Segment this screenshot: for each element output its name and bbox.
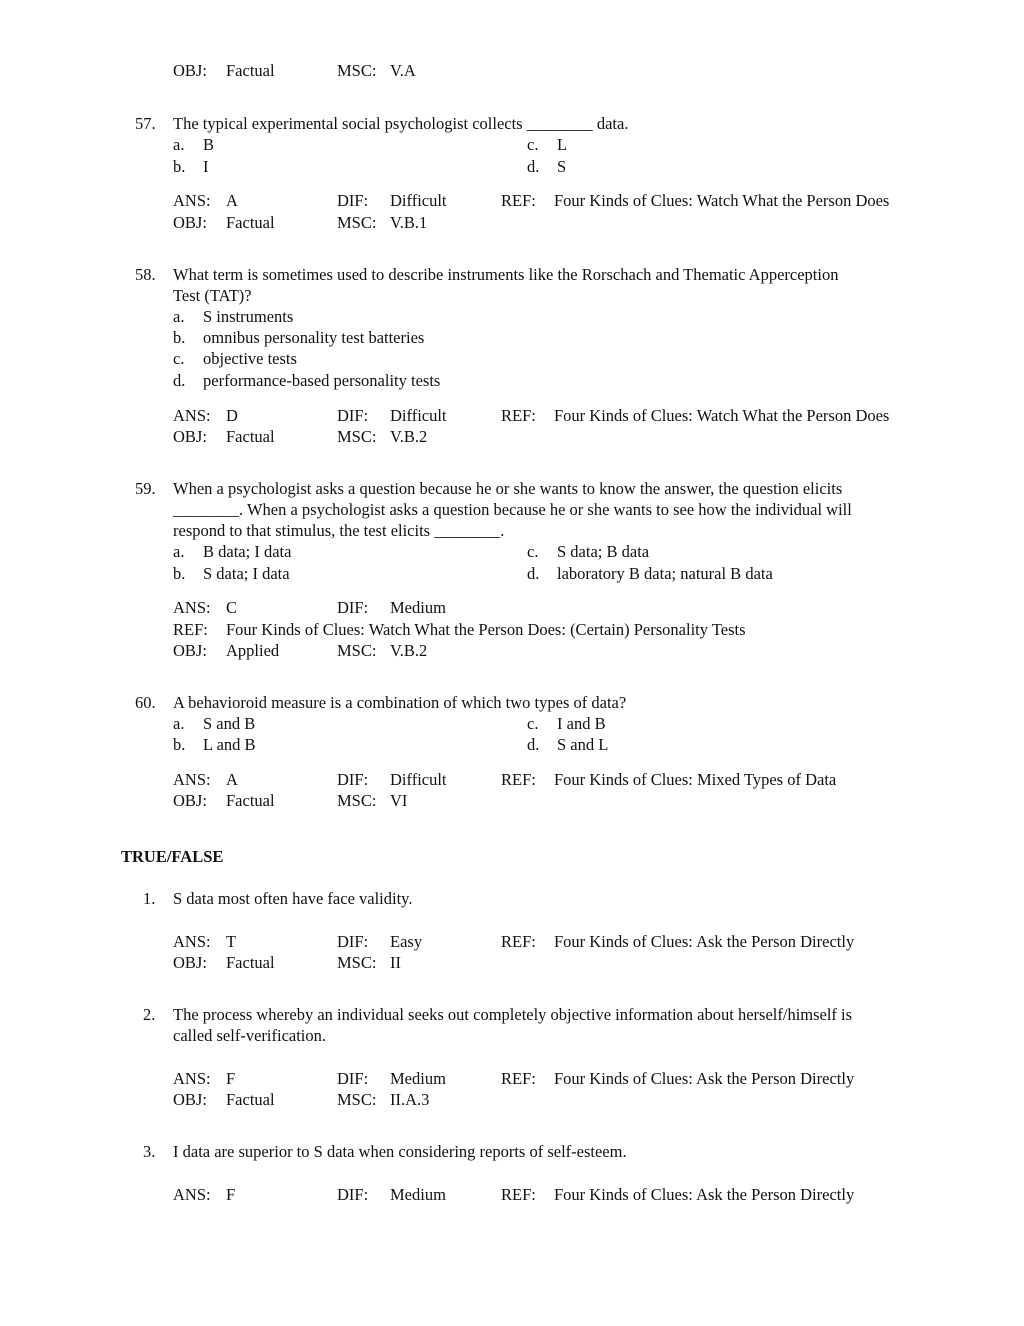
ref-value: Four Kinds of Clues: Mixed Types of Data	[554, 770, 837, 789]
obj-value: Factual	[226, 791, 275, 810]
ans-label: ANS:	[173, 406, 211, 425]
section-title-true-false: TRUE/FALSE	[121, 847, 224, 866]
dif-value: Easy	[390, 932, 423, 951]
obj-value: Applied	[226, 641, 280, 660]
option-text: B data; I data	[203, 542, 292, 561]
option-letter: a.	[173, 135, 185, 154]
dif-label: DIF:	[337, 1069, 369, 1088]
dif-label: DIF:	[337, 598, 369, 617]
msc-label: MSC:	[337, 953, 377, 972]
option-letter: d.	[173, 371, 186, 390]
ans-label: ANS:	[173, 770, 211, 789]
ref-label: REF:	[501, 1185, 536, 1204]
ref-value: Four Kinds of Clues: Watch What the Person Does: (Certain) Personality Tests	[226, 620, 746, 639]
option-letter: b.	[173, 564, 186, 583]
question-text: Test (TAT)?	[173, 286, 252, 305]
msc-value: II	[390, 953, 401, 972]
option-letter: d.	[527, 564, 540, 583]
ref-value: Four Kinds of Clues: Watch What the Person Does	[554, 406, 890, 425]
option-text: S data; B data	[557, 542, 650, 561]
ref-label: REF:	[501, 770, 536, 789]
ref-label: REF:	[501, 191, 536, 210]
ans-label: ANS:	[173, 598, 211, 617]
question-number: 60.	[135, 693, 156, 712]
obj-label: OBJ:	[173, 213, 207, 232]
question-number: 59.	[135, 479, 156, 498]
dif-label: DIF:	[337, 406, 369, 425]
ans-value: A	[226, 770, 238, 789]
msc-label: MSC:	[337, 61, 377, 80]
ans-label: ANS:	[173, 932, 211, 951]
question-text: The typical experimental social psychologist collects ________ data.	[173, 114, 629, 133]
obj-label: OBJ:	[173, 791, 207, 810]
obj-value: Factual	[226, 427, 275, 446]
ans-value: F	[226, 1069, 236, 1088]
ans-value: D	[226, 406, 238, 425]
question-text: ________. When a psychologist asks a question because he or she wants to see how the individual will	[173, 500, 852, 519]
ans-value: C	[226, 598, 238, 617]
question-text: called self-verification.	[173, 1026, 327, 1045]
ref-label: REF:	[501, 932, 536, 951]
option-text: B	[203, 135, 215, 154]
obj-label: OBJ:	[173, 427, 207, 446]
option-letter: b.	[173, 328, 186, 347]
msc-label: MSC:	[337, 791, 377, 810]
question-number: 58.	[135, 265, 156, 284]
option-text: S data; I data	[203, 564, 290, 583]
msc-value: VI	[390, 791, 408, 810]
question-text: I data are superior to S data when considering reports of self-esteem.	[173, 1142, 627, 1161]
option-letter: c.	[527, 714, 539, 733]
obj-label: OBJ:	[173, 953, 207, 972]
dif-value: Difficult	[390, 770, 447, 789]
msc-label: MSC:	[337, 427, 377, 446]
dif-label: DIF:	[337, 191, 369, 210]
ref-value: Four Kinds of Clues: Ask the Person Directly	[554, 1069, 855, 1088]
msc-value: II.A.3	[390, 1090, 430, 1109]
ref-label: REF:	[501, 406, 536, 425]
dif-value: Medium	[390, 598, 446, 617]
option-letter: d.	[527, 157, 540, 176]
dif-label: DIF:	[337, 770, 369, 789]
ref-value: Four Kinds of Clues: Ask the Person Directly	[554, 1185, 855, 1204]
msc-label: MSC:	[337, 1090, 377, 1109]
question-number: 2.	[143, 1005, 156, 1024]
ans-value: F	[226, 1185, 236, 1204]
ans-label: ANS:	[173, 191, 211, 210]
option-text: laboratory B data; natural B data	[557, 564, 773, 583]
option-letter: a.	[173, 714, 185, 733]
ans-value: T	[226, 932, 237, 951]
question-number: 3.	[143, 1142, 156, 1161]
msc-label: MSC:	[337, 213, 377, 232]
option-text: S	[557, 157, 567, 176]
obj-value: Factual	[226, 1090, 275, 1109]
msc-label: MSC:	[337, 641, 377, 660]
obj-value: Factual	[226, 953, 275, 972]
dif-value: Difficult	[390, 406, 447, 425]
option-letter: b.	[173, 735, 186, 754]
obj-value: Factual	[226, 61, 275, 80]
obj-value: Factual	[226, 213, 275, 232]
option-text: L and B	[203, 735, 256, 754]
option-text: I	[203, 157, 209, 176]
question-text: A behavioroid measure is a combination of which two types of data?	[173, 693, 627, 712]
option-letter: c.	[527, 135, 539, 154]
ref-label: REF:	[173, 620, 208, 639]
option-text: S and B	[203, 714, 256, 733]
msc-value: V.B.2	[390, 427, 428, 446]
msc-value: V.B.1	[390, 213, 428, 232]
option-text: I and B	[557, 714, 606, 733]
dif-value: Medium	[390, 1185, 446, 1204]
ans-label: ANS:	[173, 1069, 211, 1088]
option-letter: a.	[173, 307, 185, 326]
question-number: 1.	[143, 889, 156, 908]
question-number: 57.	[135, 114, 156, 133]
option-letter: d.	[527, 735, 540, 754]
ref-label: REF:	[501, 1069, 536, 1088]
question-text: The process whereby an individual seeks out completely objective information about herself/himself is	[173, 1005, 853, 1024]
option-text: S instruments	[203, 307, 294, 326]
obj-label: OBJ:	[173, 1090, 207, 1109]
obj-label: OBJ:	[173, 61, 207, 80]
ans-label: ANS:	[173, 1185, 211, 1204]
ans-value: A	[226, 191, 238, 210]
option-text: L	[557, 135, 568, 154]
question-text: What term is sometimes used to describe instruments like the Rorschach and Thematic Apperception	[173, 265, 839, 284]
dif-label: DIF:	[337, 932, 369, 951]
msc-value: V.A	[390, 61, 416, 80]
dif-value: Difficult	[390, 191, 447, 210]
option-letter: a.	[173, 542, 185, 561]
msc-value: V.B.2	[390, 641, 428, 660]
option-text: omnibus personality test batteries	[203, 328, 425, 347]
ref-value: Four Kinds of Clues: Ask the Person Directly	[554, 932, 855, 951]
option-text: objective tests	[203, 349, 297, 368]
option-letter: b.	[173, 157, 186, 176]
option-text: performance-based personality tests	[203, 371, 441, 390]
question-text: S data most often have face validity.	[173, 889, 413, 908]
option-letter: c.	[527, 542, 539, 561]
option-letter: c.	[173, 349, 185, 368]
ref-value: Four Kinds of Clues: Watch What the Person Does	[554, 191, 890, 210]
option-text: S and L	[557, 735, 609, 754]
obj-label: OBJ:	[173, 641, 207, 660]
dif-value: Medium	[390, 1069, 446, 1088]
question-text: respond to that stimulus, the test elicits ________.	[173, 521, 505, 540]
dif-label: DIF:	[337, 1185, 369, 1204]
question-text: When a psychologist asks a question because he or she wants to know the answer, the question elicits	[173, 479, 843, 498]
